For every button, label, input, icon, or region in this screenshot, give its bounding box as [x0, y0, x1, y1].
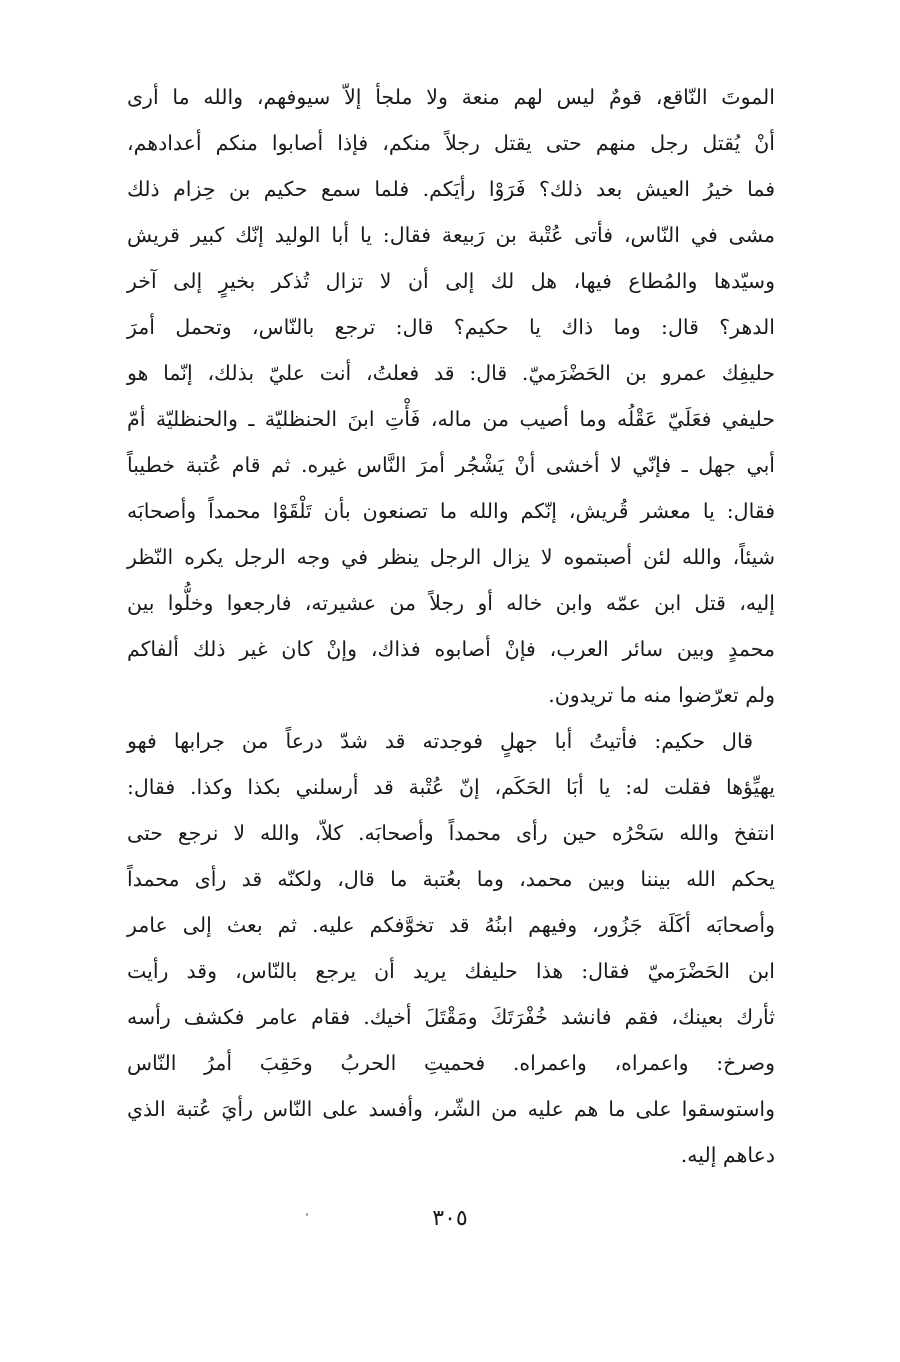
text-line: ولم تعرّضوا منه ما تريدون.: [548, 683, 775, 707]
text-line: واستوسقوا على ما هم عليه من الشّر، وأفسد على النّاس رأيَ عُتبة الذي: [127, 1097, 775, 1121]
paragraph: [127, 74, 775, 718]
text-line: ابن الحَضْرَميّ فقال: هذا حليفك يريد أن يرجع بالنّاس، وقد رأيت: [127, 959, 775, 983]
text-line: مشى في النّاس، فأتى عُتْبة بن رَبيعة فقال: يا أبا الوليد إنّك كبير قريش: [127, 223, 775, 247]
text-line: فما خيرُ العيش بعد ذلك؟ فَرَوْا رأيَكم. فلما سمع حكيم بن حِزام ذلك: [127, 177, 775, 201]
text-line: الموتَ النّاقع، قومٌ ليس لهم منعة ولا ملجأ إلاّ سيوفهم، والله ما أرى: [127, 85, 775, 109]
text-line: ثأرك بعينك، فقم فانشد خُفْرَتَكَ ومَقْتَلَ أخيك. فقام عامر فكشف رأسه: [127, 1005, 775, 1029]
text-line: فقال: يا معشر قُريش، إنّكم والله ما تصنعون بأن تَلْقَوْا محمداً وأصحابَه: [127, 499, 775, 523]
text-line: وأصحابَه أكَلَة جَزُور، وفيهم ابنُهُ قد تخوَّفكم عليه. ثم بعث إلى عامر: [127, 913, 775, 937]
text-line: محمدٍ وبين سائر العرب، فإنْ أصابوه فذاك، وإنْ كان غير ذلك ألفاكم: [127, 637, 775, 661]
text-line: قال حكيم: فأتيتُ أبا جهلٍ فوجدته قد شدّ درعاً من جرابها فهو: [127, 729, 753, 753]
text-line: وصرخ: واعمراه، واعمراه. فحميتِ الحربُ وحَقِبَ أمرُ النّاس: [127, 1051, 775, 1075]
text-line: أبي جهل ـ فإنّي لا أخشى أنْ يَشْجُر أمرَ النَّاس غيره. ثم قام عُتبة خطيباً: [127, 453, 775, 477]
text-line: انتفخ والله سَحْرُه حين رأى محمداً وأصحابَه. كلاّ، والله لا نرجع حتى: [127, 821, 775, 845]
text-line: وسيّدها والمُطاع فيها، هل لك إلى أن لا تزال تُذكر بخيرٍ إلى آخر: [127, 269, 775, 293]
page-number: ٣٠٥: [432, 1206, 468, 1231]
text-line: إليه، قتل ابن عمّه وابن خاله أو رجلاً من عشيرته، فارجعوا وخلُّوا بين: [127, 591, 775, 615]
text-line: الدهر؟ قال: وما ذاك يا حكيم؟ قال: ترجع بالنّاس، وتحمل أمرَ: [127, 315, 775, 339]
text-line: يهيِّؤها فقلت له: يا أبَا الحَكَم، إنّ عُتْبة قد أرسلني بكذا وكذا. فقال:: [127, 775, 775, 799]
text-line: دعاهم إليه.: [680, 1143, 775, 1167]
text-line: يحكم الله بيننا وبين محمد، وما بعُتبة ما قال، ولكنّه قد رأى محمداً: [127, 867, 775, 891]
text-line: أنْ يُقتل رجل منهم حتى يقتل رجلاً منكم، فإذا أصابوا منكم أعدادهم،: [127, 131, 775, 155]
text-line: حليفي فعَلَيّ عَقْلُه وما أصيب من ماله، فَأْتِ ابنَ الحنظليّة ـ والحنظليّة أمّ: [127, 407, 775, 431]
text-line: شيئاً، والله لئن أصبتموه لا يزال الرجل ينظر في وجه الرجل يكره النّظر: [127, 545, 775, 569]
paragraph: [127, 718, 775, 1178]
text-line: حليفِك عمرو بن الحَضْرَميّ. قال: قد فعلتُ، أنت عليّ بذلك، إنّما هو: [127, 361, 775, 385]
